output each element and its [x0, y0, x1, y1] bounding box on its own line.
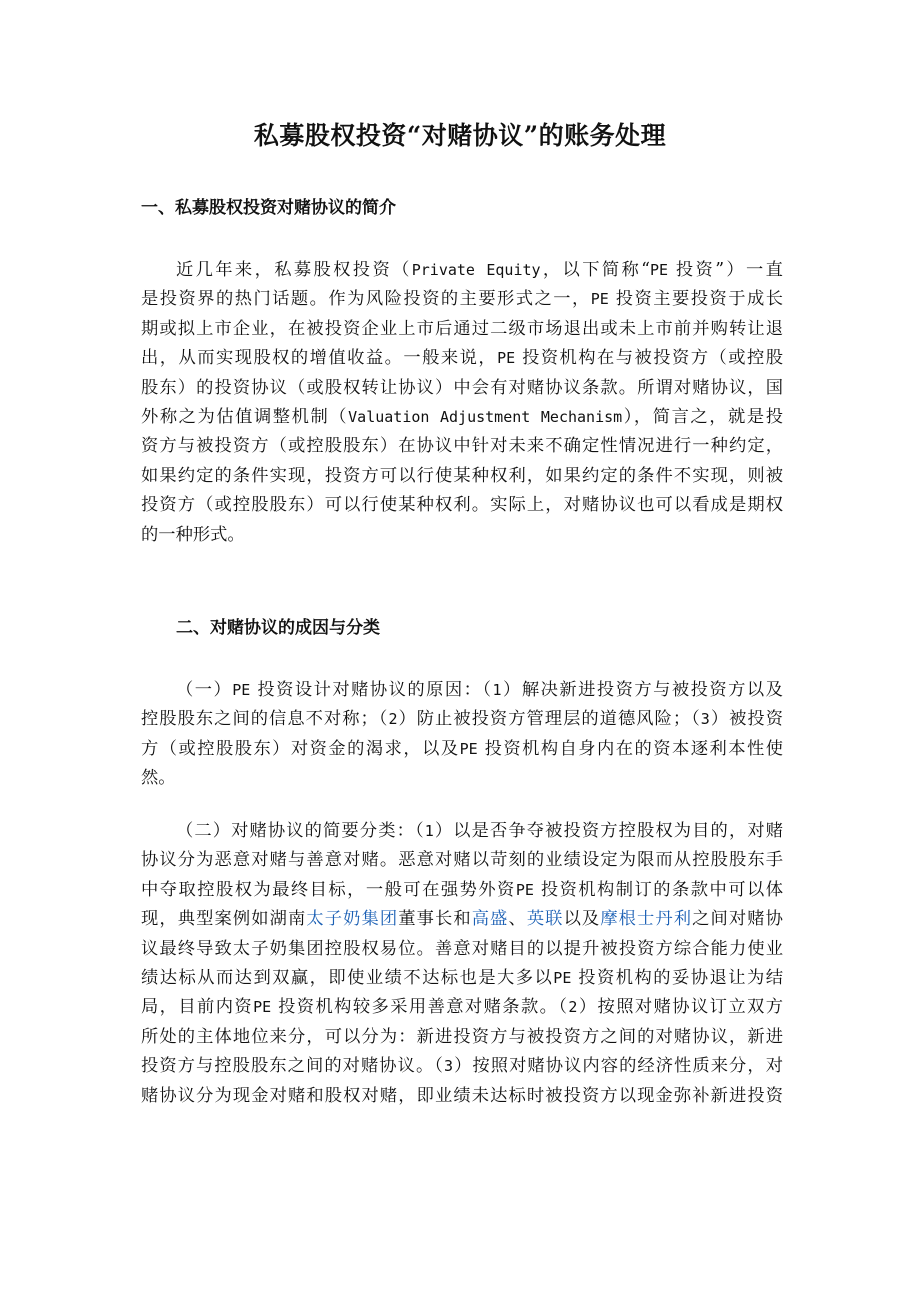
text-line: 方（或控股股东）对资金的渴求，以及PE 投资机构自身内在的资本逐利本性使 [141, 738, 783, 759]
link-actis[interactable]: 英联 [526, 909, 564, 930]
text-line: 期或拟上市企业，在被投资企业上市后通过二级市场退出或未上市前并购转让退 [141, 318, 783, 339]
section-heading-intro: 一、私募股权投资对赌协议的简介 [141, 198, 396, 218]
text-line: 中夺取控股权为最终目标，一般可在强势外资PE 投资机构制订的条款中可以体 [141, 879, 783, 900]
text-line: 然。 [141, 768, 176, 789]
text-line: （二）对赌协议的简要分类：（1）以是否争夺被投资方控股权为目的，对赌 [176, 821, 783, 841]
text-line: 股东）的投资协议（或股权转让协议）中会有对赌协议条款。所谓对赌协议，国 [141, 377, 783, 398]
link-morgan-stanley[interactable]: 摩根士丹利 [600, 909, 693, 930]
text-line: （一）PE 投资设计对赌协议的原因：（1）解决新进投资方与被投资方以及 [176, 680, 783, 700]
text-line: 控股股东之间的信息不对称；（2）防止被投资方管理层的道德风险；（3）被投资 [141, 709, 783, 730]
text-line: 出，从而实现股权的增值收益。一般来说，PE 投资机构在与被投资方（或控股 [141, 348, 783, 369]
text-line: 赌协议分为现金对赌和股权对赌，即业绩未达标时被投资方以现金弥补新进投资 [141, 1085, 783, 1106]
text-line: 如果约定的条件实现，投资方可以行使某种权利，如果约定的条件不实现，则被 [141, 465, 783, 486]
link-goldman-sachs[interactable]: 高盛 [471, 909, 509, 930]
section-heading-causes: 二、对赌协议的成因与分类 [176, 618, 380, 638]
text-line: 资方与被投资方（或控股股东）在协议中针对未来不确定性情况进行一种约定， [141, 436, 783, 457]
text-line: 投资方（或控股股东）可以行使某种权利。实际上，对赌协议也可以看成是期权 [141, 495, 783, 516]
text-line: 外称之为估值调整机制（Valuation Adjustment Mechanism），简言之，就是投 [141, 407, 783, 428]
document-title: 私募股权投资“对赌协议”的账务处理 [253, 121, 667, 150]
paragraph-intro [141, 256, 783, 550]
text-line: 投资方与控股股东之间的对赌协议。（3）按照对赌协议内容的经济性质来分，对 [141, 1056, 783, 1077]
text-line: 议最终导致太子奶集团控股权易位。善意对赌目的以提升被投资方综合能力使业 [141, 938, 783, 959]
text-line: 协议分为恶意对赌与善意对赌。恶意对赌以苛刻的业绩设定为限而从控股股东手 [141, 850, 783, 871]
text-line: 所处的主体地位来分，可以分为：新进投资方与被投资方之间的对赌协议，新进 [141, 1026, 783, 1047]
text-line: 绩达标从而达到双赢，即使业绩不达标也是大多以PE 投资机构的妥协退让为结 [141, 968, 783, 989]
paragraph-causes [141, 676, 783, 794]
text-line: 是投资界的热门话题。作为风险投资的主要形式之一，PE 投资主要投资于成长 [141, 289, 783, 310]
link-taizinai-group[interactable]: 太子奶集团 [306, 909, 399, 930]
text-line: 现，典型案例如湖南太子奶集团董事长和高盛、英联以及摩根士丹利之间对赌协 [141, 909, 783, 930]
text-line: 局，目前内资PE 投资机构较多采用善意对赌条款。（2）按照对赌协议订立双方 [141, 997, 783, 1018]
paragraph-classification [141, 817, 783, 1111]
text-line: 的一种形式。 [141, 524, 245, 545]
text-line: 近几年来，私募股权投资（Private Equity，以下简称“PE 投资”）一直 [176, 260, 783, 280]
